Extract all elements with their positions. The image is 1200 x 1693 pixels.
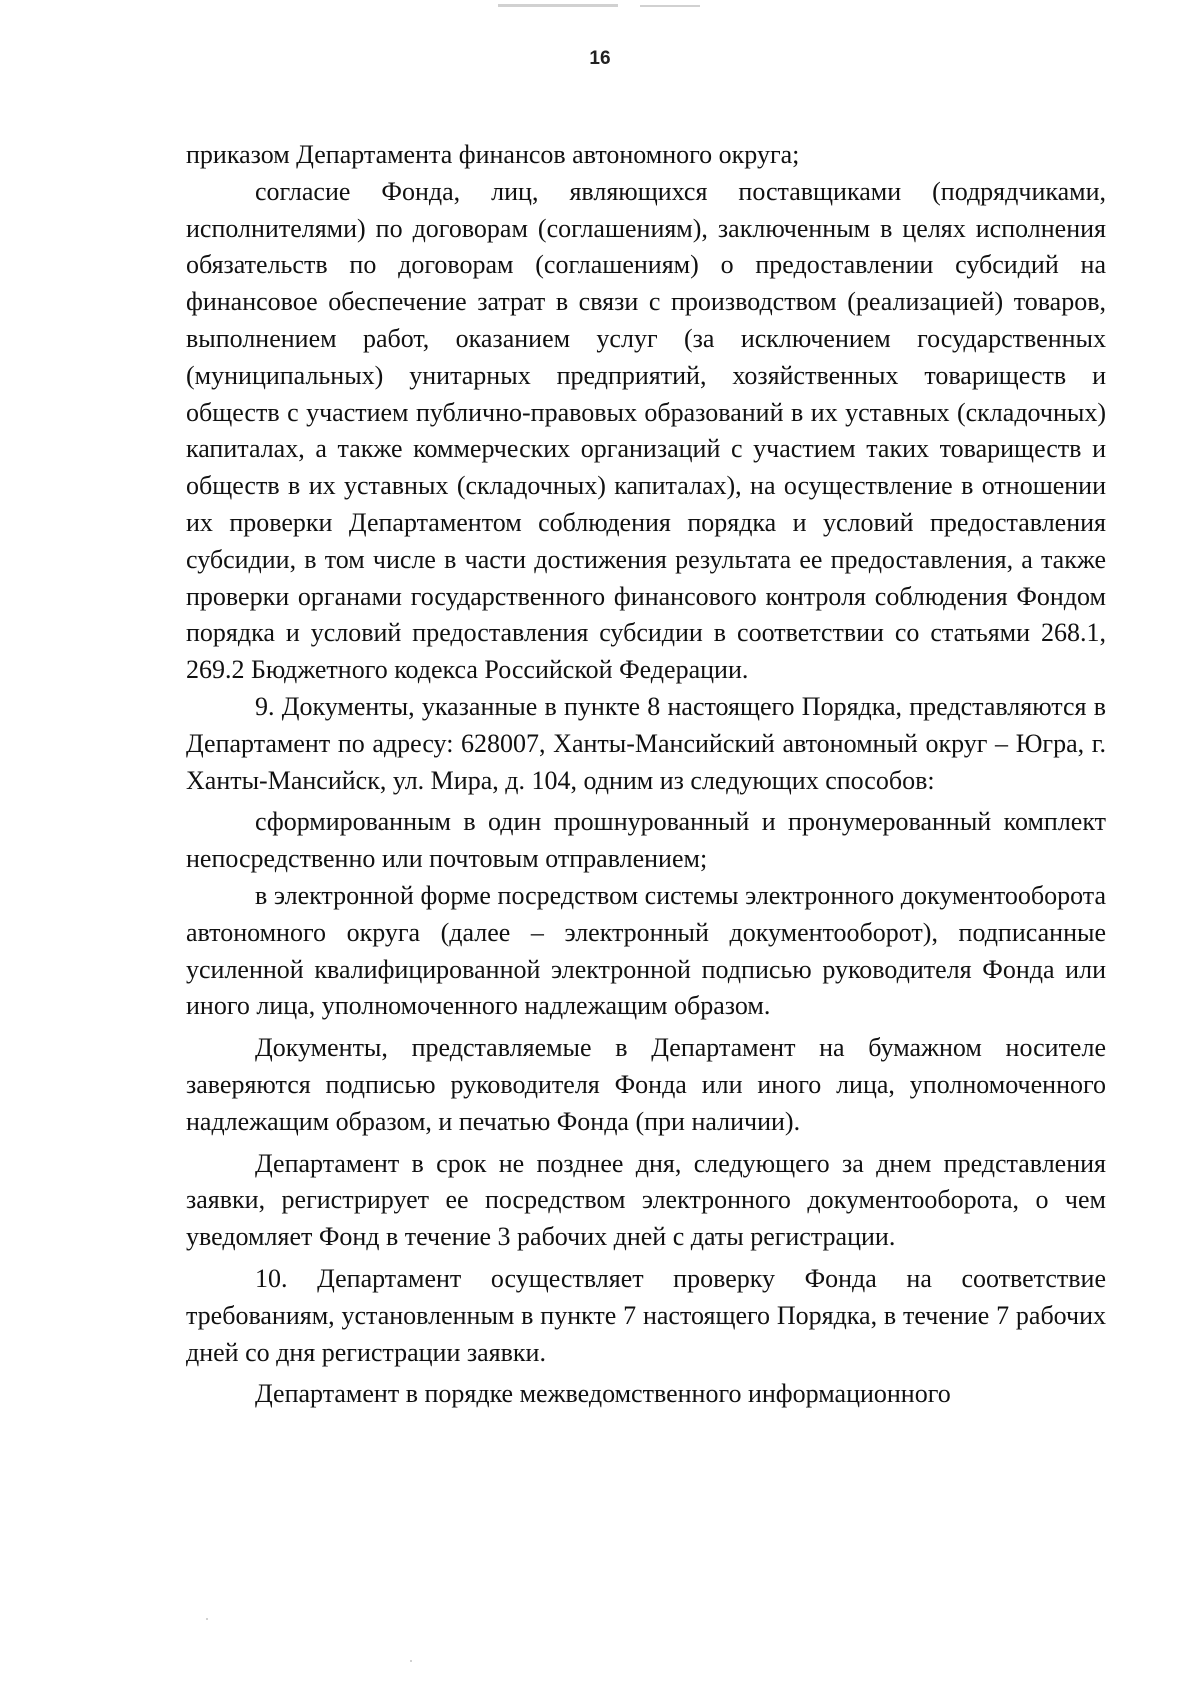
paragraph: приказом Департамента финансов автономного округа;	[186, 140, 800, 169]
scan-artifact	[640, 5, 700, 7]
paragraph: в электронной форме посредством системы электронного документооборота автономного округа (далее – электронный документооборот), подписанные усиленной квалифицированной электронной подписью руководителя Фонда или иного лица, уполномоченного надлежащим образом.	[186, 880, 1106, 1021]
paragraph: сформированным в один прошнурованный и пронумерованный комплект непосредственно или почтовым отправлением;	[186, 807, 1106, 874]
paragraph: Департамент в срок не позднее дня, следующего за днем представления заявки, регистрирует ее посредством электронного документооборота, о чем уведомляет Фонд в течение 3 рабочих дней с даты регистрации.	[186, 1148, 1106, 1252]
paragraph: 9. Документы, указанные в пункте 8 настоящего Порядка, представляются в Департамент по адресу: 628007, Ханты-Мансийский автономный округ – Югра, г. Ханты-Мансийск, ул. Мира, д. 104, одним из следующих способов:	[186, 691, 1106, 795]
paragraph: 10. Департамент осуществляет проверку Фонда на соответствие требованиям, установленным в пункте 7 настоящего Порядка, в течение 7 рабочих дней со дня регистрации заявки.	[186, 1263, 1106, 1367]
scan-artifact	[206, 1618, 208, 1620]
paragraph: согласие Фонда, лиц, являющихся поставщиками (подрядчиками, исполнителями) по договорам (соглашениям), заключенным в целях исполнения обязательств по договорам (соглашениям) о предоставлении субсидий на финансовое обеспечение затрат в связи с производством (реализацией) товаров, выполнением работ, оказанием услуг (за исключением государственных (муниципальных) унитарных предприятий, хозяйственных товариществ и обществ с участием публично-правовых образований в их уставных (складочных) капиталах, а также коммерческих организаций с участием таких товариществ и обществ в их уставных (складочных) капиталах), на осуществление в отношении их проверки Департаментом соблюдения порядка и условий предоставления субсидии, в том числе в части достижения результата ее предоставления, а также проверки органами государственного финансового контроля соблюдения Фондом порядка и условий предоставления субсидии в соответствии со статьями 268.1, 269.2 Бюджетного кодекса Российской Федерации.	[186, 176, 1106, 685]
scan-artifact	[498, 4, 618, 7]
paragraph: Документы, представляемые в Департамент на бумажном носителе заверяются подписью руководителя Фонда или иного лица, уполномоченного надлежащим образом, и печатью Фонда (при наличии).	[186, 1033, 1106, 1136]
paragraph: Департамент в порядке межведомственного информационного	[255, 1379, 951, 1409]
scan-artifact	[410, 1660, 412, 1662]
page-number: 16	[589, 48, 611, 69]
document-body	[186, 137, 1106, 1413]
